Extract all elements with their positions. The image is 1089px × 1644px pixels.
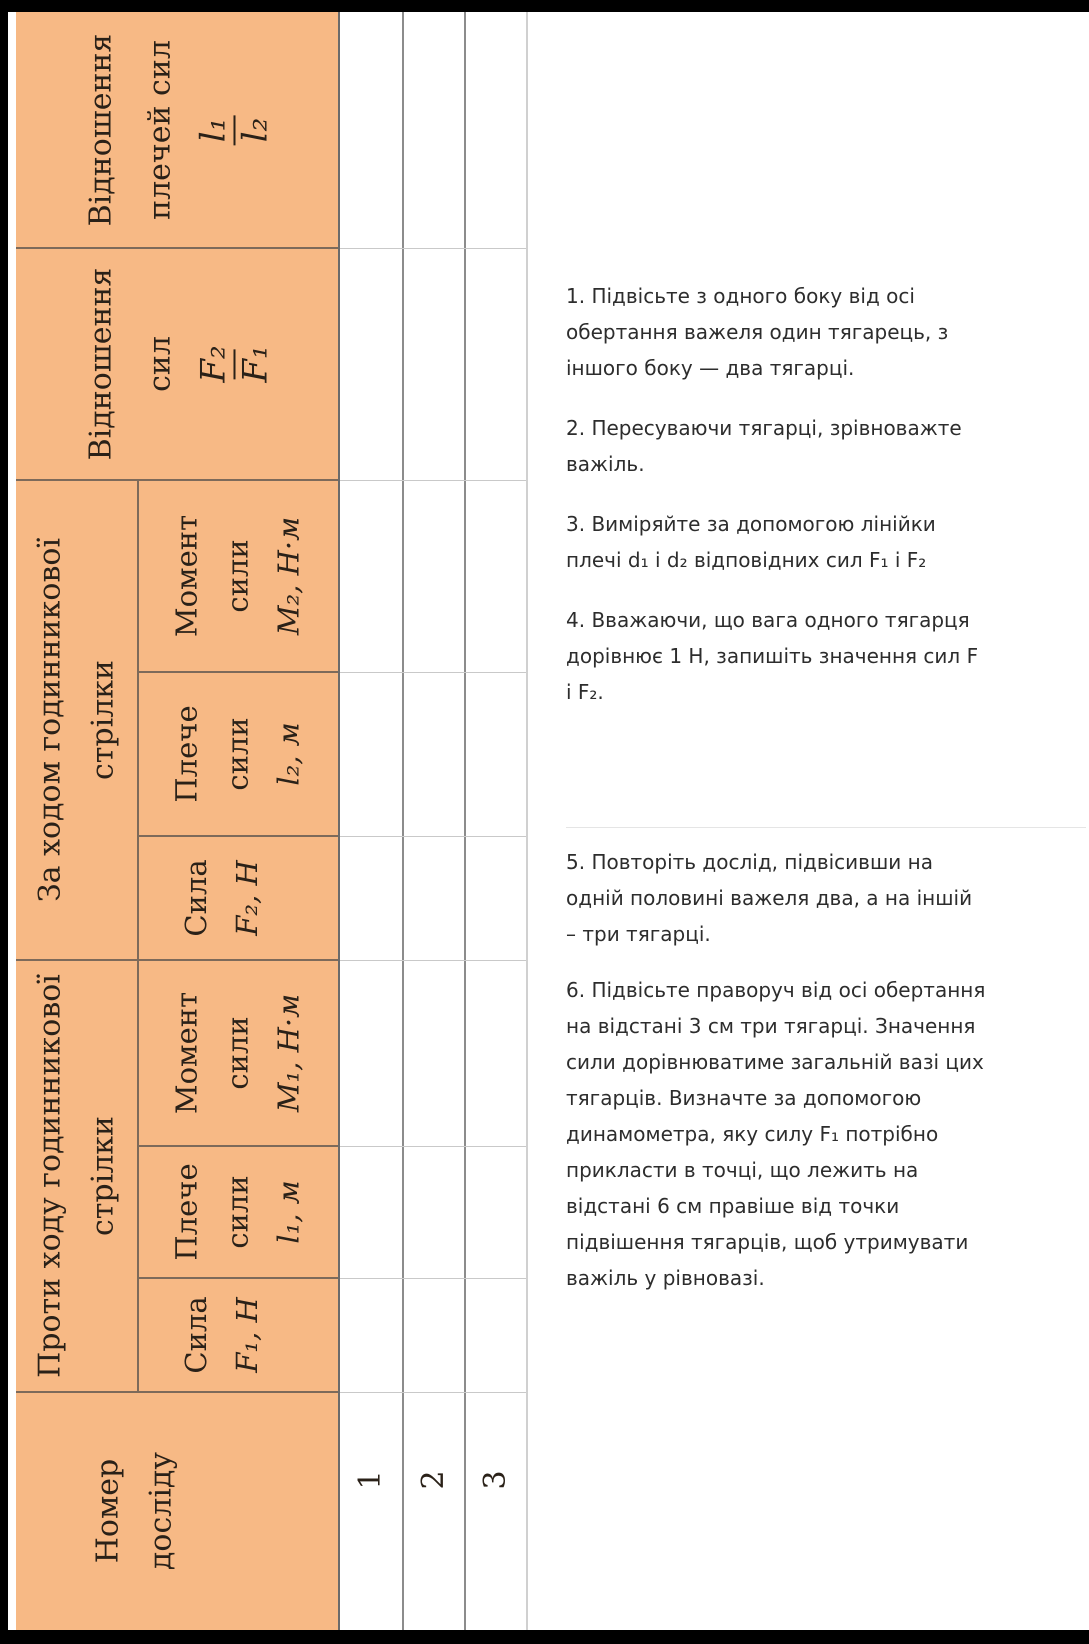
grid-line	[340, 1278, 526, 1279]
table-row	[404, 12, 464, 1630]
cw-force-line2: F₂, Н	[230, 860, 264, 936]
grid-line	[16, 959, 338, 961]
grid-line	[340, 248, 526, 249]
grid-line	[340, 960, 526, 961]
instruction-step-6: 6. Підвісьте праворуч від осі обертання на відстані 3 см три тягарці. Значення сили дорівнюватиме загальній вазі цих тягарців. Визначте за допомогою динамометра, яку силу F₁ потрібно прикласти в точці, що лежить на відстані 6 см правіше від точки підвішення тягарців, щоб утримувати важіль у рівновазі.	[566, 978, 986, 1290]
header-ccw-force	[138, 1278, 338, 1392]
ccw-arm-line3: l₁, м	[271, 1180, 306, 1244]
cw-arm-line2: сили	[220, 717, 255, 791]
grid-line	[526, 12, 528, 1630]
group-ccw-line1: Проти ходу годинникової	[32, 974, 68, 1378]
row-number-3: 3	[477, 1470, 513, 1490]
grid-line	[340, 1392, 526, 1393]
cw-force-line1: Сила	[178, 859, 213, 937]
grid-line	[464, 12, 466, 1630]
grid-line	[340, 1146, 526, 1147]
header-force-ratio	[16, 248, 338, 480]
arm-ratio-fraction	[193, 115, 276, 145]
ccw-moment-line3: M₁, Н·м	[271, 993, 306, 1113]
header-arm-ratio	[16, 12, 338, 248]
ccw-arm-line2: сили	[220, 1175, 255, 1249]
header-force-ratio-line1: Відношення	[83, 267, 119, 461]
cw-arm-line3: l₂, м	[271, 722, 306, 786]
grid-line	[138, 1277, 338, 1279]
header-number-line2: досліду	[143, 1451, 179, 1571]
header-arm-ratio-line1: Відношення	[83, 33, 119, 227]
grid-line	[402, 12, 404, 1630]
table-row	[340, 12, 402, 1630]
header-number-line1: Номер	[90, 1458, 126, 1564]
header-ccw-arm	[138, 1146, 338, 1278]
group-ccw-line2: стрілки	[85, 1116, 120, 1237]
header-force-ratio-line2: сил	[142, 336, 177, 392]
instruction-step-1: 1. Підвісьте з одного боку від осі обертання важеля один тягарець, з іншого боку — два тягарці.	[566, 284, 949, 380]
grid-line	[340, 480, 526, 481]
experiment-table	[8, 12, 563, 1630]
header-group-clockwise	[16, 480, 138, 960]
grid-line	[340, 836, 526, 837]
ccw-force-line1: Сила	[178, 1296, 213, 1374]
header-group-counterclockwise	[16, 960, 138, 1392]
header-cw-force	[138, 836, 338, 960]
table-row	[466, 12, 526, 1630]
cw-moment-line3: M₂, Н·м	[271, 516, 306, 636]
group-clockwise-line1: За ходом годинникової	[32, 537, 68, 903]
ccw-force-line2: F₁, Н	[230, 1297, 264, 1373]
arm-ratio-numerator: l₁	[193, 117, 234, 143]
cw-moment-line2: сили	[220, 539, 255, 613]
grid-line	[16, 1391, 338, 1393]
row-number-1: 1	[352, 1470, 388, 1490]
force-ratio-numerator: F₂	[193, 345, 234, 383]
grid-line	[138, 1145, 338, 1147]
header-arm-ratio-line2: плечей сил	[142, 40, 177, 220]
row-number-2: 2	[415, 1470, 451, 1490]
cw-arm-line1: Плече	[169, 705, 204, 803]
ccw-arm-line1: Плече	[169, 1163, 204, 1261]
grid-line	[137, 480, 139, 1392]
section-divider	[566, 827, 1086, 828]
ccw-moment-line1: Момент	[169, 991, 204, 1115]
grid-line	[338, 12, 340, 1630]
header-cw-moment	[138, 480, 338, 672]
arm-ratio-denominator: l₂	[235, 117, 276, 143]
instruction-step-3: 3. Виміряйте за допомогою лінійки плечі d₁ і d₂ відповідних сил F₁ і F₂	[566, 512, 936, 572]
instruction-step-5: 5. Повторіть дослід, підвісивши на одній половині важеля два, а на іншій – три тягарці.	[566, 850, 973, 946]
header-experiment-number	[16, 1392, 338, 1630]
ccw-moment-line2: сили	[220, 1016, 255, 1090]
header-cw-arm	[138, 672, 338, 836]
instruction-step-2: 2. Пересуваючи тягарці, зрівноважте важіль.	[566, 416, 962, 476]
force-ratio-fraction	[193, 345, 276, 383]
document-page	[8, 12, 1089, 1630]
header-ccw-moment	[138, 960, 338, 1146]
grid-line	[16, 479, 338, 481]
group-clockwise-line2: стрілки	[85, 660, 120, 780]
grid-line	[340, 672, 526, 673]
cw-moment-line1: Момент	[169, 514, 204, 638]
force-ratio-denominator: F₁	[235, 345, 276, 383]
grid-line	[138, 835, 338, 837]
instruction-step-4: 4. Вважаючи, що вага одного тягарця дорівнює 1 Н, запишіть значення сил F і F₂.	[566, 608, 979, 704]
grid-line	[138, 671, 338, 673]
grid-line	[16, 247, 338, 249]
